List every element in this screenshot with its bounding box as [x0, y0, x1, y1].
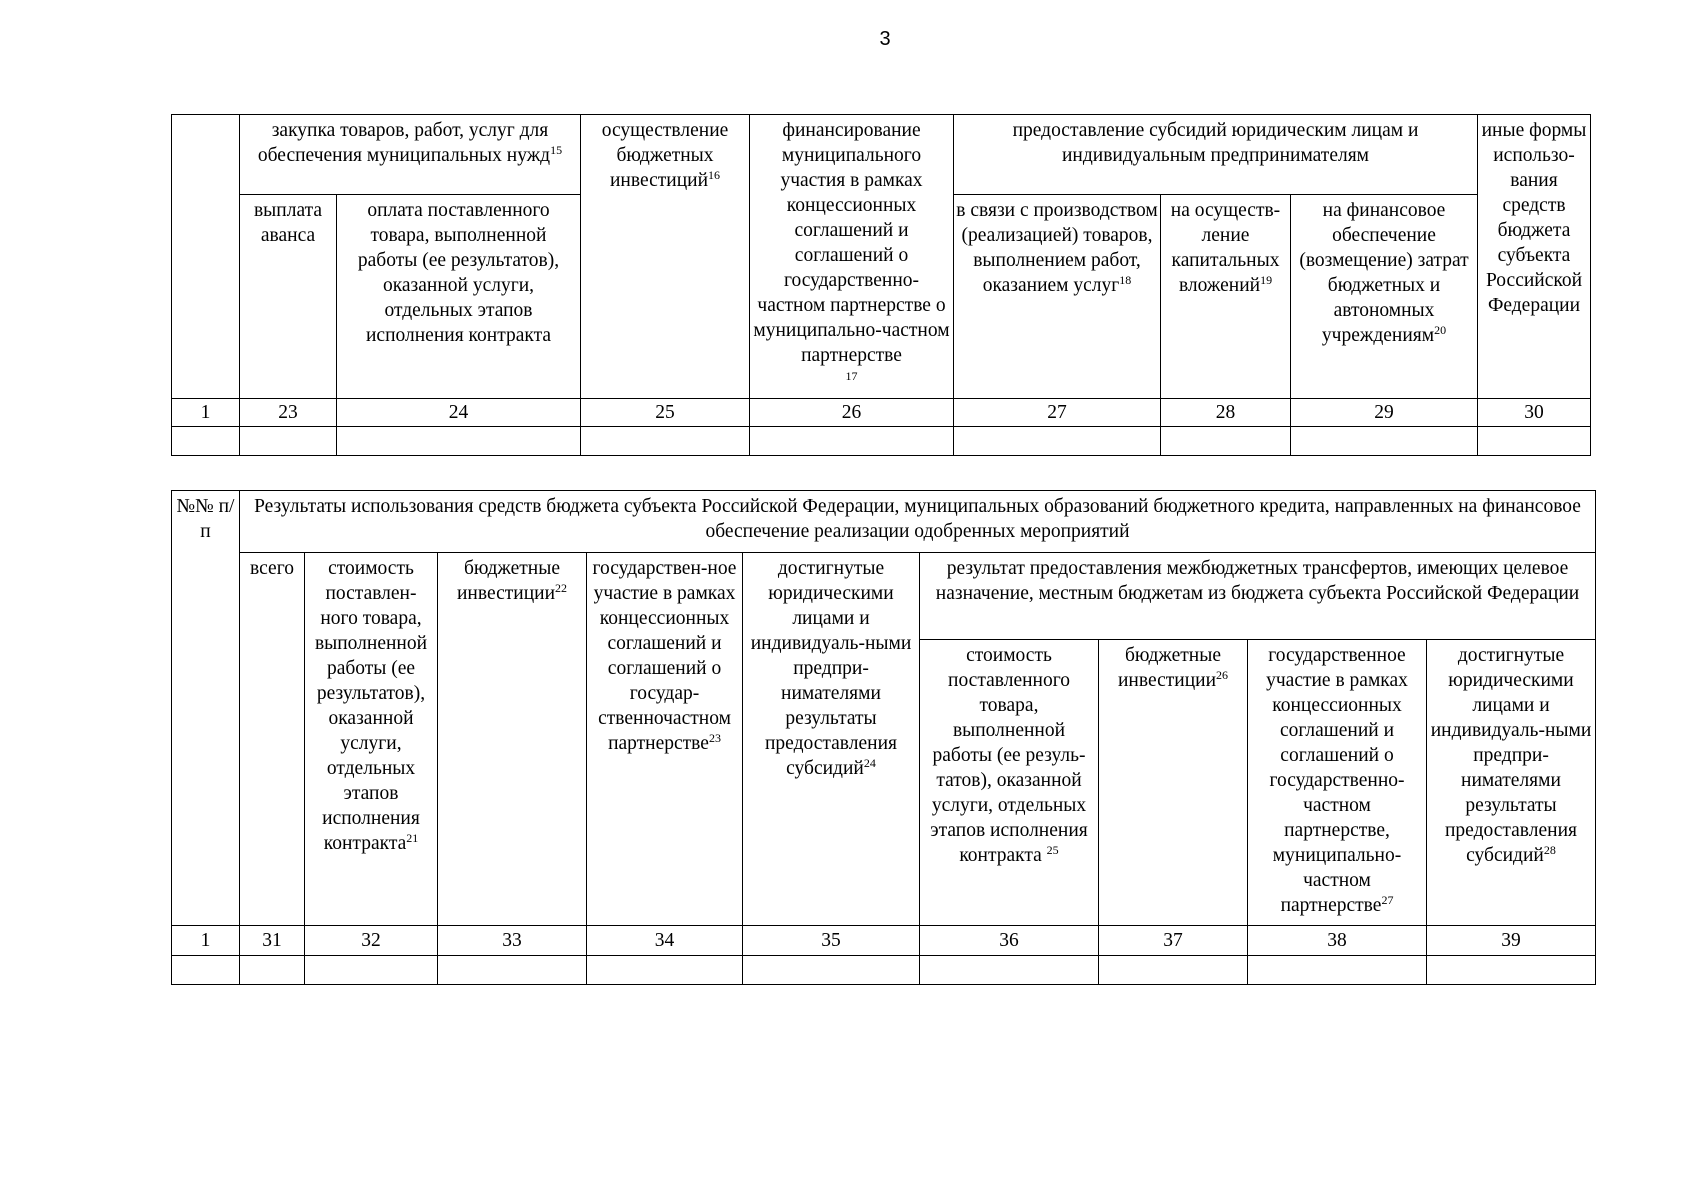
empty-cell — [954, 427, 1161, 456]
header-production: в связи с производством (реализацией) товаров, выполнением работ, оказанием услуг$^{18}$ — [954, 195, 1161, 399]
header-budget-investment: бюджетные инвестиции$^{22}$ — [438, 553, 587, 926]
header-financial-support: на финансовое обеспечение (возмещение) затрат бюджетных и автономных учреждениям$^{20}$ — [1291, 195, 1478, 399]
column-number: 33 — [438, 926, 587, 956]
header-transfer-cost: стоимость поставленного товара, выполненной работы (ее резуль-татов), оказанной услуги, отдельных этапов исполнения контракта $^{25}$ — [920, 640, 1099, 926]
column-number: 32 — [305, 926, 438, 956]
header-transfer-state: государственное участие в рамках концессионных соглашений и соглашений о государственно-частном партнерстве, муниципально-частном партнерстве$^{27}$ — [1248, 640, 1427, 926]
column-number: 28 — [1161, 399, 1291, 427]
column-number: 36 — [920, 926, 1099, 956]
column-number: 1 — [172, 399, 240, 427]
header-transfer-investment: бюджетные инвестиции$^{26}$ — [1099, 640, 1248, 926]
header-state-participation: государствен-ное участие в рамках концессионных соглашений и соглашений о государ-ственночастном партнерстве$^{23}$ — [587, 553, 743, 926]
header-row-number: №№ п/п — [172, 491, 240, 926]
header-total: всего — [240, 553, 305, 926]
empty-cell — [1161, 427, 1291, 456]
header-transfer-achieved: достигнутые юридическими лицами и индивидуаль-ными предпри-нимателями результаты предоставления субсидий$^{28}$ — [1427, 640, 1596, 926]
header-payment: оплата поставленного товара, выполненной работы (ее результатов), оказанной услуги, отдельных этапов исполнения контракта — [337, 195, 581, 399]
column-number: 37 — [1099, 926, 1248, 956]
empty-cell — [1248, 956, 1427, 985]
header-procurement: закупка товаров, работ, услуг для обеспечения муниципальных нужд$^{15}$ — [240, 115, 581, 195]
column-number: 29 — [1291, 399, 1478, 427]
header-results: Результаты использования средств бюджета субъекта Российской Федерации, муниципальных образований бюджетного кредита, направленных на финансовое обеспечение реализации одобренных мероприятий — [240, 491, 1596, 553]
column-number: 26 — [750, 399, 954, 427]
column-number: 35 — [743, 926, 920, 956]
column-number: 27 — [954, 399, 1161, 427]
page-number: 3 — [879, 28, 891, 50]
header-advance: выплата аванса — [240, 195, 337, 399]
column-number: 39 — [1427, 926, 1596, 956]
funding-forms-table — [171, 114, 1591, 456]
empty-cell — [305, 956, 438, 985]
header-empty-cell — [172, 115, 240, 399]
empty-cell — [240, 956, 305, 985]
empty-cell — [581, 427, 750, 456]
header-capital: на осуществ-ление капитальных вложений$^{19}$ — [1161, 195, 1291, 399]
header-other-forms: иные формы использо-вания средств бюджета субъекта Российской Федерации — [1478, 115, 1591, 399]
empty-cell — [1478, 427, 1591, 456]
column-number: 38 — [1248, 926, 1427, 956]
header-achieved-results: достигнутые юридическими лицами и индивидуаль-ными предпри-нимателями результаты предоставления субсидий$^{24}$ — [743, 553, 920, 926]
column-number: 25 — [581, 399, 750, 427]
column-number: 24 — [337, 399, 581, 427]
empty-cell — [438, 956, 587, 985]
column-number: 1 — [172, 926, 240, 956]
empty-cell — [743, 956, 920, 985]
empty-cell — [172, 427, 240, 456]
empty-cell — [1427, 956, 1596, 985]
column-number: 30 — [1478, 399, 1591, 427]
empty-cell — [337, 427, 581, 456]
header-subsidies: предоставление субсидий юридическим лицам и индивидуальным предпринимателям — [954, 115, 1478, 195]
empty-cell — [172, 956, 240, 985]
header-financing: финансирование муниципального участия в рамках концессионных соглашений и соглашений о государственно-частном партнерстве о муниципально-частном партнерстве 17 — [750, 115, 954, 399]
column-number: 34 — [587, 926, 743, 956]
header-transfers: результат предоставления межбюджетных трансфертов, имеющих целевое назначение, местным бюджетам из бюджета субъекта Российской Федерации — [920, 553, 1596, 640]
empty-cell — [240, 427, 337, 456]
budget-results-table — [171, 490, 1596, 985]
empty-cell — [587, 956, 743, 985]
empty-cell — [1099, 956, 1248, 985]
column-number: 23 — [240, 399, 337, 427]
empty-cell — [920, 956, 1099, 985]
header-cost: стоимость поставлен-ного товара, выполненной работы (ее результатов), оказанной услуги, отдельных этапов исполнения контракта$^{21}$ — [305, 553, 438, 926]
header-investment: осуществление бюджетных инвестиций$^{16}$ — [581, 115, 750, 399]
empty-cell — [1291, 427, 1478, 456]
empty-cell — [750, 427, 954, 456]
column-number: 31 — [240, 926, 305, 956]
